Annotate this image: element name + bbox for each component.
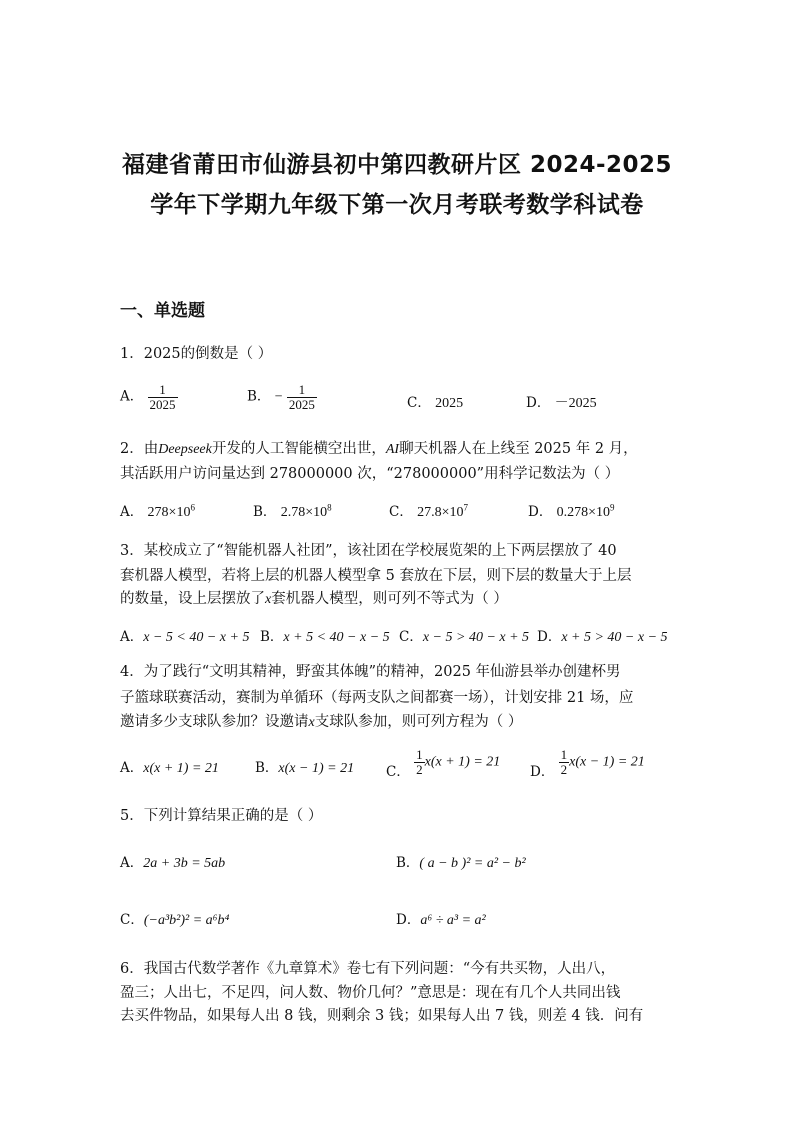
- numerator: 1: [148, 383, 178, 398]
- option-label: D．: [537, 629, 562, 645]
- exponent: 7: [463, 502, 469, 513]
- denominator: 2: [416, 761, 423, 777]
- option-expression: x + 5 < 40 − x − 5: [283, 630, 390, 645]
- option-label: A．: [120, 760, 144, 776]
- question-6-stem-line-1: 6．我国古代数学著作《九章算术》卷七有下列问题：“今有共买物，人出八，: [120, 961, 616, 977]
- option-value: [147, 502, 195, 520]
- question-4-stem-line-2: 子篮球联赛活动，赛制为单循环（每两支队之间都赛一场），计划安排 21 场，应: [120, 690, 634, 706]
- question-2-option-a: [120, 500, 195, 521]
- text-segment: 支球队参加，则可列方程为（ ）: [314, 714, 523, 730]
- base: 278×10: [147, 505, 191, 520]
- question-3-stem-line-1: 3．某校成立了“智能机器人社团”，该社团在学校展览架的上下两层摆放了 40: [120, 543, 617, 559]
- fraction: [559, 748, 570, 776]
- question-6-stem-line-3: 去买件物品，如果每人出 8 钱，则剩余 3 钱；如果每人出 7 钱，则差 4 钱．问有: [120, 1008, 644, 1024]
- base: 2.78×10: [280, 505, 328, 520]
- exam-title-line-2: 学年下学期九年级下第一次月考联考数学科试卷: [150, 192, 644, 218]
- question-3-option-b: [260, 625, 390, 646]
- text-segment: 2．由: [120, 441, 159, 457]
- option-expression: (−a³b²)² = a⁶b⁴: [143, 913, 230, 928]
- question-4-option-a: [120, 756, 219, 777]
- text-segment: 套机器人模型，则可列不等式为（ ）: [271, 591, 508, 607]
- option-expression: x(x − 1) = 21: [569, 754, 645, 770]
- option-label: C．: [399, 629, 423, 645]
- denominator: 2025: [149, 396, 176, 412]
- option-label: C．: [389, 504, 413, 520]
- option-label: D．: [396, 912, 421, 928]
- question-3-option-c: [399, 625, 529, 646]
- question-1-stem: 1．2025的倒数是（ ）: [120, 346, 273, 362]
- numerator: 1: [287, 383, 317, 398]
- option-expression: 2a + 3b = 5ab: [143, 856, 226, 871]
- option-label: B．: [255, 760, 279, 776]
- question-5-option-b: [396, 851, 526, 872]
- exponent: 6: [190, 502, 195, 513]
- question-2-stem-line-2: 其活跃用户访问量达到 278000000 次，“278000000”用科学记数法为（ ）: [120, 466, 620, 482]
- question-1-option-b: [247, 383, 317, 411]
- fraction: [414, 748, 425, 776]
- option-label: C．: [386, 763, 410, 780]
- math-deepseek: Deepseek: [158, 442, 212, 457]
- question-5-stem: 5．下列计算结果正确的是（ ）: [120, 808, 323, 824]
- base: 0.278×10: [556, 505, 611, 520]
- question-4-stem-line-3: [120, 710, 522, 731]
- option-expression: x − 5 < 40 − x + 5: [143, 630, 250, 645]
- question-1-option-c: [407, 391, 463, 412]
- text-segment: 聊天机器人在上线至 2025 年 2 月，: [399, 441, 638, 457]
- option-expression: x + 5 > 40 − x − 5: [561, 630, 668, 645]
- option-label: D．: [528, 504, 553, 520]
- question-3-option-d: [537, 625, 668, 646]
- text-segment: 的数量，设上层摆放了: [120, 591, 265, 607]
- exam-title-line-1: 福建省莆田市仙游县初中第四教研片区 2024-2025: [121, 152, 673, 178]
- question-3-option-a: [120, 625, 249, 646]
- option-label: C．: [407, 395, 431, 411]
- option-value: 2025: [435, 396, 464, 411]
- denominator: 2025: [288, 396, 315, 412]
- option-label: C．: [120, 912, 144, 928]
- option-expression: x(x + 1) = 21: [424, 754, 501, 770]
- option-value: [417, 502, 469, 520]
- option-expression: x(x + 1) = 21: [143, 761, 219, 776]
- option-label: A．: [120, 504, 144, 520]
- question-5-option-d: [396, 908, 486, 929]
- option-label: B．: [253, 504, 277, 520]
- option-label: B．: [247, 388, 271, 405]
- question-3-stem-line-3: [120, 587, 508, 608]
- question-4-option-b: [255, 756, 354, 777]
- option-value: [280, 502, 332, 520]
- question-5-option-c: [120, 908, 229, 929]
- base: 27.8×10: [417, 505, 464, 520]
- option-label: B．: [396, 855, 420, 871]
- exponent: 9: [610, 502, 615, 513]
- option-value: －2025: [554, 396, 597, 411]
- option-value: [556, 502, 615, 520]
- question-3-stem-line-2: 套机器人模型，若将上层的机器人模型拿 5 套放在下层，则下层的数量大于上层: [120, 568, 632, 584]
- question-4-option-c: [386, 747, 501, 780]
- question-5-option-a: [120, 851, 225, 872]
- math-variable: x: [265, 592, 272, 607]
- question-2-option-b: [253, 500, 332, 521]
- option-label: D．: [526, 395, 551, 411]
- minus-sign: −: [274, 389, 283, 405]
- math-ai: AI: [385, 442, 400, 457]
- exponent: 8: [327, 502, 332, 513]
- option-label: A．: [120, 629, 144, 645]
- option-expression: ( a − b )² = a² − b²: [419, 856, 526, 871]
- option-expression: x − 5 > 40 − x + 5: [422, 630, 530, 645]
- fraction: [287, 383, 317, 411]
- option-label: A．: [120, 388, 144, 405]
- text-segment: 邀请多少支球队参加？设邀请: [120, 714, 309, 730]
- fraction: [148, 383, 178, 411]
- option-label: A．: [120, 855, 144, 871]
- text-segment: 开发的人工智能横空出世，: [211, 441, 386, 457]
- option-expression: x(x − 1) = 21: [278, 761, 355, 776]
- question-6-stem-line-2: 盈三；人出七，不足四，问人数、物价几何？”意思是：现在有几个人共同出钱: [120, 985, 621, 1001]
- question-4-stem-line-1: 4．为了践行“文明其精神，野蛮其体魄”的精神，2025 年仙游县举办创建杯男: [120, 664, 621, 680]
- denominator: 2: [560, 761, 568, 777]
- question-1-option-a: [120, 383, 178, 411]
- question-1-option-d: [526, 391, 597, 412]
- question-2-stem-line-1: [120, 437, 638, 458]
- question-4-option-d: [530, 747, 645, 780]
- option-expression: a⁶ ÷ a³ = a²: [420, 913, 486, 928]
- question-2-option-c: [389, 500, 468, 521]
- numerator: 1: [560, 747, 568, 762]
- numerator: 1: [416, 747, 423, 762]
- section-heading-single-choice: 一、单选题: [120, 301, 205, 321]
- option-label: B．: [260, 629, 284, 645]
- question-2-option-d: [528, 500, 615, 521]
- option-label: D．: [530, 763, 555, 780]
- math-variable: x: [308, 715, 315, 730]
